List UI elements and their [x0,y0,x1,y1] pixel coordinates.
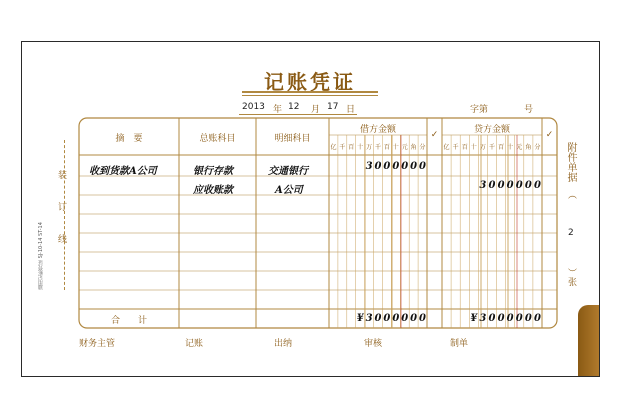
credit-unit-4: 万 [479,144,486,151]
footer-preparer: 制单 [450,339,469,349]
row2-credit-digit-6: 0 [497,180,505,191]
footer-bookkeeper: 记账 [185,339,204,349]
credit-unit-3: 十 [470,144,477,151]
row2-credit-digit-4: 3 [479,180,487,191]
header-sub-ledger: 明细科目 [274,134,311,144]
total-label: 合 计 [110,316,147,326]
total-debit-digit-10: 0 [419,313,427,324]
row1-debit-digit-6: 0 [383,161,391,172]
total-debit-digit-5: 0 [374,313,382,324]
row2-credit-digit-10: 0 [533,180,541,191]
credit-unit-8: 元 [516,144,523,151]
debit-unit-2: 百 [348,144,355,151]
total-debit-digit-3: ¥ [356,313,364,324]
row2-credit-digit-9: 0 [524,180,532,191]
total-credit-digit-5: 0 [488,313,496,324]
date-year: 2013 [242,102,265,112]
row1-debit-digit-4: 3 [365,161,373,172]
total-credit-digit-6: 0 [497,313,505,324]
credit-unit-1: 千 [452,144,459,151]
footer-supervisor: 财务主管 [79,339,116,349]
header-summary: 摘 要 [115,134,143,144]
date-day: 17 [327,102,339,112]
credit-unit-7: 十 [507,144,514,151]
debit-unit-4: 万 [366,144,373,151]
header-credit: 贷方金额 [473,125,510,135]
row1-debit-digit-5: 0 [374,161,382,172]
footer-cashier: 出纳 [274,339,293,349]
credit-unit-9: 角 [525,144,532,151]
total-debit-digit-9: 0 [410,313,418,324]
debit-unit-6: 百 [383,144,390,151]
row2-credit-digit-7: 0 [506,180,514,191]
attachment-paren-close: ）张 [566,268,576,286]
binding-label-2: 订 [56,202,66,211]
header-check-credit: ✓ [545,130,554,140]
credit-unit-2: 百 [461,144,468,151]
row1-debit-digit-9: 0 [410,161,418,172]
total-credit-digit-7: 0 [506,313,514,324]
row1-summary: 收到货款A公司 [89,166,157,177]
debit-unit-1: 千 [339,144,346,151]
row1-debit-digit-7: 0 [392,161,400,172]
debit-unit-7: 十 [392,144,399,151]
date-month: 12 [288,102,300,112]
total-debit-digit-6: 0 [383,313,391,324]
row2-credit-digit-8: 0 [515,180,523,191]
credit-unit-5: 千 [488,144,495,151]
row1-sub-ledger: 交通银行 [268,166,308,177]
row2-sub-ledger: A公司 [275,185,303,196]
attachment-label: 附件单据 [565,142,576,182]
total-credit-digit-8: 0 [515,313,523,324]
attachment-paren-open: （ [566,190,576,199]
binding-label-3: 线 [56,234,66,243]
debit-unit-5: 千 [374,144,381,151]
total-credit-digit-9: 0 [524,313,532,324]
row1-general-ledger: 银行存款 [193,166,233,177]
total-credit-digit-10: 0 [533,313,541,324]
debit-unit-0: 亿 [330,144,337,151]
footer-reviewer: 审核 [364,339,383,349]
voucher-number-label: 字第 [470,105,489,115]
voucher-title: 记账凭证 [264,70,356,94]
row1-debit-digit-10: 0 [419,161,427,172]
debit-unit-3: 十 [357,144,364,151]
row2-general-ledger: 应收账款 [193,185,233,196]
row2-credit-digit-5: 0 [488,180,496,191]
debit-unit-8: 元 [401,144,408,151]
row1-debit-digit-8: 0 [401,161,409,172]
voucher-number-suffix: 号 [524,105,534,115]
debit-unit-9: 角 [410,144,417,151]
debit-unit-10: 分 [419,144,426,151]
date-month-unit: 月 [311,105,321,115]
credit-unit-0: 亿 [443,144,450,151]
binding-label-1: 装 [56,170,66,179]
total-credit-digit-3: ¥ [470,313,478,324]
header-debit: 借方金额 [359,125,396,135]
total-credit-digit-4: 3 [479,313,487,324]
total-debit-digit-4: 3 [365,313,373,324]
header-check-debit: ✓ [430,130,439,140]
attachment-count: 2 [568,228,574,238]
total-debit-digit-8: 0 [401,313,409,324]
header-general-ledger: 总账科目 [199,134,236,144]
print-info: 通用记账凭证 SJ-10-14 ST-14 [38,222,44,290]
total-debit-digit-7: 0 [392,313,400,324]
credit-unit-6: 百 [498,144,505,151]
credit-unit-10: 分 [534,144,541,151]
date-year-unit: 年 [273,105,283,115]
date-day-unit: 日 [346,105,356,115]
